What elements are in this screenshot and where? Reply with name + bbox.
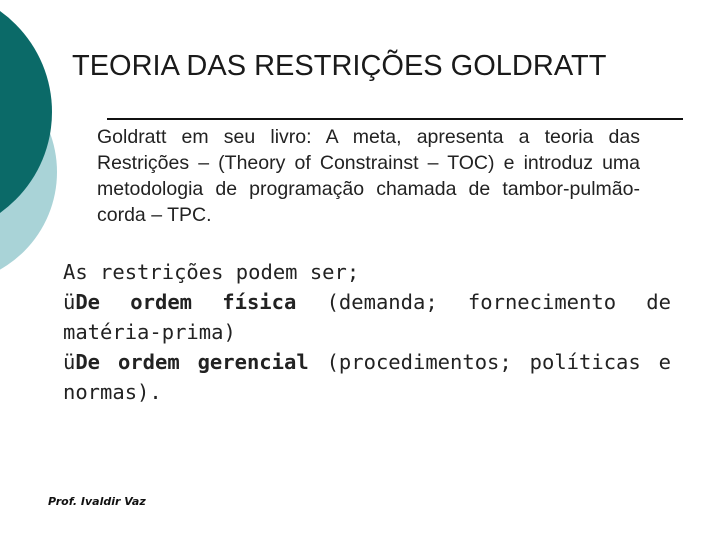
restriction-item-managerial	[63, 347, 671, 407]
author-footer: Prof. Ivaldir Vaz	[48, 495, 146, 508]
restriction-detail: (procedimentos; políticas e normas).	[63, 350, 671, 404]
restriction-detail: (demanda; fornecimento de matéria-prima)	[63, 290, 671, 344]
decorative-circles	[0, 0, 60, 300]
slide-title: TEORIA DAS RESTRIÇÕES GOLDRATT	[72, 50, 607, 82]
restrictions-lead: As restrições podem ser;	[63, 260, 360, 284]
restriction-title: De ordem física	[75, 290, 297, 314]
restriction-title: De ordem gerencial	[75, 350, 309, 374]
intro-paragraph: Goldratt em seu livro: A meta, apresenta a teoria das Restrições – (Theory of Constrainst – TOC) e introduz uma metodologia de programação chamada de tambor-pulmão-corda – TPC.	[97, 126, 640, 226]
title-underline	[107, 118, 683, 120]
restriction-item-physical	[63, 287, 671, 347]
restrictions-block	[63, 257, 671, 407]
check-icon: ü	[63, 350, 76, 374]
check-icon: ü	[63, 290, 76, 314]
